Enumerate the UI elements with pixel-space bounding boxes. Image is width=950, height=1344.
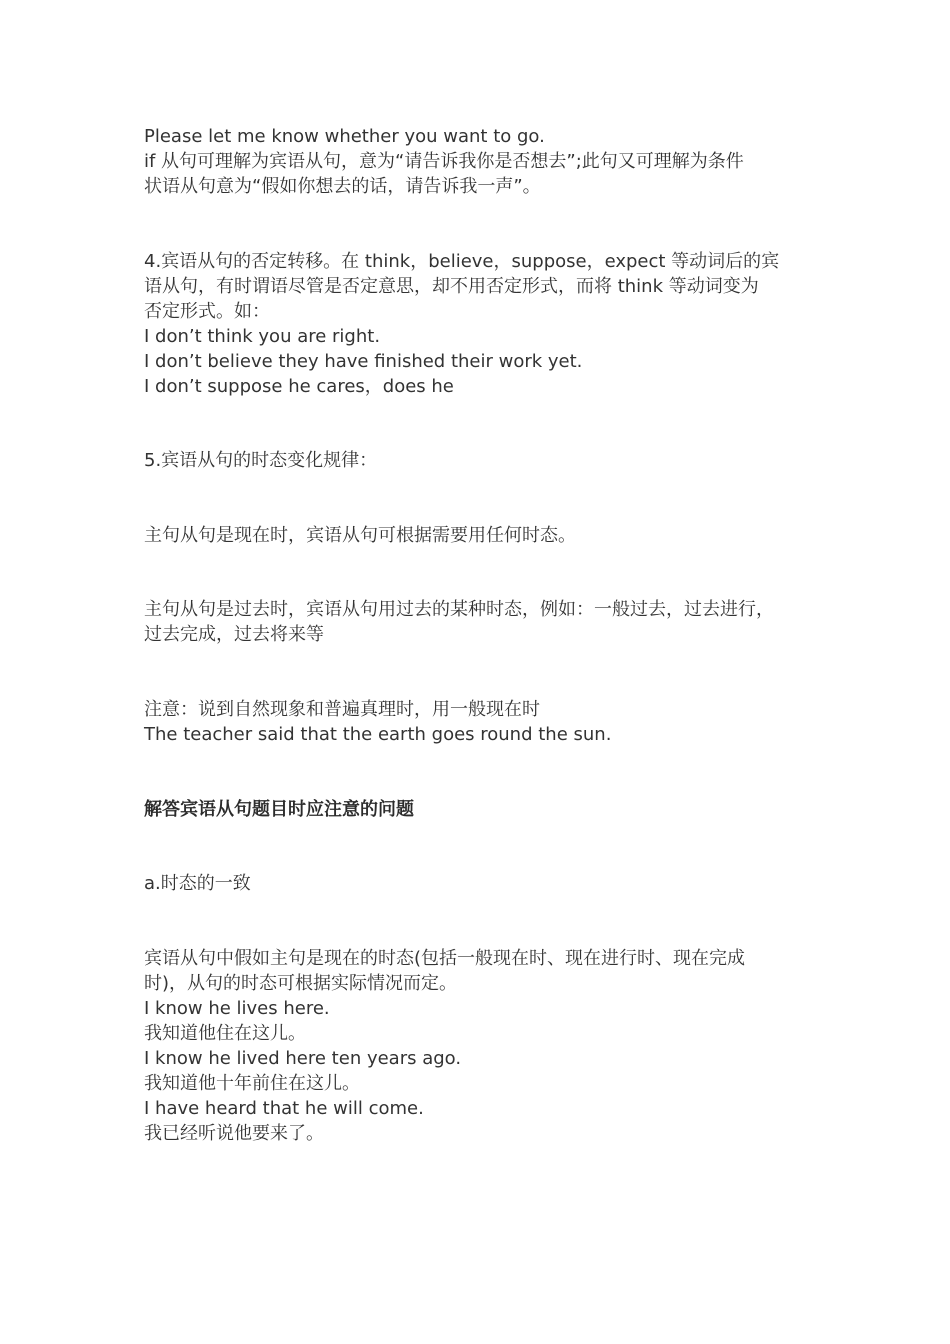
section-heading: 解答宾语从句题目时应注意的问题	[144, 799, 414, 820]
text-line: 过去完成，过去将来等	[144, 624, 324, 645]
text-line: 注意：说到自然现象和普遍真理时，用一般现在时	[144, 699, 540, 720]
text-line: 5.宾语从句的时态变化规律：	[144, 450, 378, 471]
text-line: Please let me know whether you want to go.	[144, 126, 545, 147]
text-line: 我已经听说他要来了。	[144, 1123, 324, 1144]
text-line: 主句从句是过去时，宾语从句用过去的某种时态，例如：一般过去，过去进行，	[144, 599, 774, 620]
text-line: I don’t suppose he cares，does he	[144, 376, 454, 397]
text-line: 我知道他十年前住在这儿。	[144, 1073, 360, 1094]
text-line: 主句从句是现在时，宾语从句可根据需要用任何时态。	[144, 525, 576, 546]
text-line: 4.宾语从句的否定转移。在 think，believe，suppose，expect 等动词后的宾	[144, 251, 780, 272]
text-line: The teacher said that the earth goes round the sun.	[144, 724, 612, 745]
text-line: I know he lived here ten years ago.	[144, 1048, 462, 1069]
text-line: 否定形式。如：	[144, 301, 270, 322]
text-line: I have heard that he will come.	[144, 1098, 424, 1119]
text-line: 时)，从句的时态可根据实际情况而定。	[144, 973, 458, 994]
text-line: I know he lives here.	[144, 998, 330, 1019]
text-line: 语从句，有时谓语尽管是否定意思，却不用否定形式，而将 think 等动词变为	[144, 276, 759, 297]
text-line: 宾语从句中假如主句是现在的时态(包括一般现在时、现在进行时、现在完成	[144, 948, 746, 969]
text-line: 状语从句意为“假如你想去的话，请告诉我一声”。	[144, 176, 541, 197]
text-line: I don’t think you are right.	[144, 326, 381, 347]
text-line: 我知道他住在这儿。	[144, 1023, 306, 1044]
text-line: if 从句可理解为宾语从句，意为“请告诉我你是否想去”;此句又可理解为条件	[144, 151, 744, 172]
text-line: I don’t believe they have finished their work yet.	[144, 351, 583, 372]
text-line: a.时态的一致	[144, 873, 251, 894]
